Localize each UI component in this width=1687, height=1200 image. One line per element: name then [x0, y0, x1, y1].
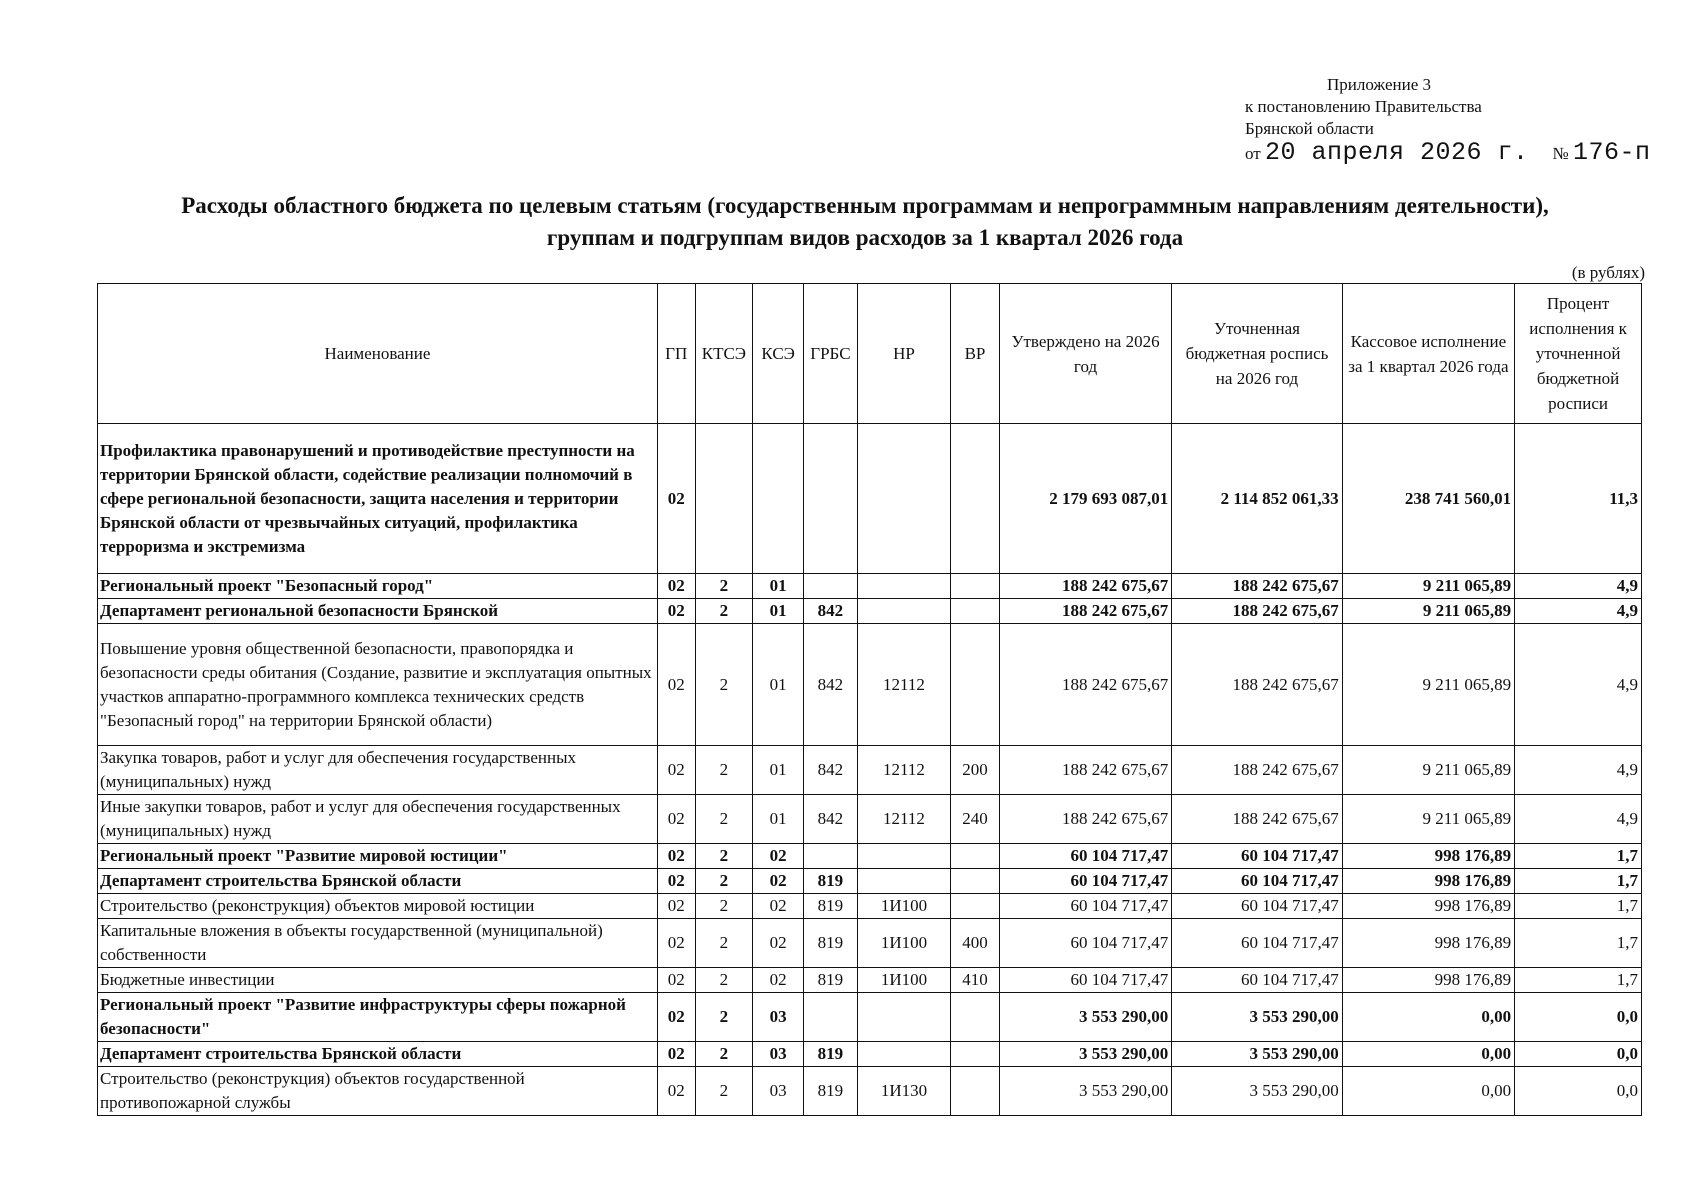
header-vr: ВР	[951, 284, 1000, 424]
table-row	[98, 574, 1642, 599]
from-label: от	[1245, 144, 1261, 163]
table-row	[98, 599, 1642, 624]
row-grbs	[804, 844, 858, 869]
row-approved: 188 242 675,67	[999, 795, 1171, 844]
appendix-region: Брянской области	[1245, 119, 1374, 138]
row-percent: 0,0	[1515, 1067, 1642, 1116]
row-gp: 02	[657, 968, 695, 993]
row-percent: 0,0	[1515, 1042, 1642, 1067]
row-cash: 0,00	[1342, 993, 1514, 1042]
row-ktse: 2	[695, 746, 753, 795]
row-nr: 12112	[857, 795, 950, 844]
row-refined: 60 104 717,47	[1172, 844, 1342, 869]
row-name: Департамент строительства Брянской области	[98, 869, 658, 894]
row-approved: 3 553 290,00	[999, 1042, 1171, 1067]
row-approved: 60 104 717,47	[999, 919, 1171, 968]
row-vr	[951, 993, 1000, 1042]
row-gp: 02	[657, 746, 695, 795]
row-cash: 998 176,89	[1342, 894, 1514, 919]
row-name: Бюджетные инвестиции	[98, 968, 658, 993]
row-ktse: 2	[695, 894, 753, 919]
row-ktse: 2	[695, 1042, 753, 1067]
row-kse: 01	[753, 624, 804, 746]
row-kse: 01	[753, 795, 804, 844]
row-approved: 60 104 717,47	[999, 844, 1171, 869]
table-row	[98, 894, 1642, 919]
row-vr	[951, 1042, 1000, 1067]
row-kse	[753, 424, 804, 574]
row-nr	[857, 599, 950, 624]
row-cash: 238 741 560,01	[1342, 424, 1514, 574]
row-vr	[951, 894, 1000, 919]
appendix-number: Приложение 3	[1327, 75, 1431, 94]
row-percent: 0,0	[1515, 993, 1642, 1042]
row-refined: 188 242 675,67	[1172, 746, 1342, 795]
header-grbs: ГРБС	[804, 284, 858, 424]
table-row	[98, 624, 1642, 746]
row-grbs: 842	[804, 599, 858, 624]
row-percent: 4,9	[1515, 574, 1642, 599]
row-gp: 02	[657, 993, 695, 1042]
row-nr	[857, 844, 950, 869]
row-kse: 01	[753, 746, 804, 795]
row-cash: 9 211 065,89	[1342, 624, 1514, 746]
row-ktse: 2	[695, 599, 753, 624]
row-nr	[857, 574, 950, 599]
row-approved: 188 242 675,67	[999, 599, 1171, 624]
row-vr	[951, 869, 1000, 894]
header-name: Наименование	[98, 284, 658, 424]
row-nr	[857, 993, 950, 1042]
row-name: Профилактика правонарушений и противодействие преступности на территории Брянской области, содействие реализации полномочий в сфере региональной безопасности, защита населения и территории Брянской области от чрезвычайных ситуаций, профилактика терроризма и экстремизма	[98, 424, 658, 574]
row-kse: 03	[753, 993, 804, 1042]
table-header-row	[98, 284, 1642, 424]
row-percent: 4,9	[1515, 795, 1642, 844]
row-gp: 02	[657, 795, 695, 844]
row-grbs: 819	[804, 919, 858, 968]
row-ktse: 2	[695, 844, 753, 869]
row-refined: 60 104 717,47	[1172, 869, 1342, 894]
row-cash: 998 176,89	[1342, 869, 1514, 894]
row-grbs	[804, 424, 858, 574]
row-percent: 1,7	[1515, 919, 1642, 968]
row-grbs: 819	[804, 894, 858, 919]
row-vr: 410	[951, 968, 1000, 993]
table-row	[98, 844, 1642, 869]
row-approved: 188 242 675,67	[999, 746, 1171, 795]
table-row	[98, 869, 1642, 894]
table-row	[98, 424, 1642, 574]
row-gp: 02	[657, 1067, 695, 1116]
title-line-1: Расходы областного бюджета по целевым статьям (государственным программам и непрограммным направлениям деятельности),	[181, 193, 1549, 218]
header-cash: Кассовое исполнение за 1 квартал 2026 года	[1342, 284, 1514, 424]
row-kse: 03	[753, 1042, 804, 1067]
row-name: Строительство (реконструкция) объектов мировой юстиции	[98, 894, 658, 919]
row-ktse: 2	[695, 574, 753, 599]
header-percent: Процент исполнения к уточненной бюджетной росписи	[1515, 284, 1642, 424]
header-kse: КСЭ	[753, 284, 804, 424]
row-approved: 2 179 693 087,01	[999, 424, 1171, 574]
row-gp: 02	[657, 424, 695, 574]
header-nr: НР	[857, 284, 950, 424]
number-label: №	[1552, 144, 1569, 163]
resolution-date: 20 апреля 2026 г.	[1264, 138, 1529, 167]
table-row	[98, 919, 1642, 968]
row-cash: 9 211 065,89	[1342, 599, 1514, 624]
row-refined: 188 242 675,67	[1172, 599, 1342, 624]
row-name: Иные закупки товаров, работ и услуг для обеспечения государственных (муниципальных) нужд	[98, 795, 658, 844]
row-kse: 03	[753, 1067, 804, 1116]
row-name: Региональный проект "Безопасный город"	[98, 574, 658, 599]
row-refined: 188 242 675,67	[1172, 574, 1342, 599]
row-nr: 1И100	[857, 968, 950, 993]
row-percent: 4,9	[1515, 624, 1642, 746]
row-cash: 9 211 065,89	[1342, 795, 1514, 844]
row-nr	[857, 869, 950, 894]
row-nr	[857, 424, 950, 574]
table-row	[98, 1067, 1642, 1116]
row-percent: 4,9	[1515, 599, 1642, 624]
row-name: Строительство (реконструкция) объектов государственной противопожарной службы	[98, 1067, 658, 1116]
row-name: Повышение уровня общественной безопасности, правопорядка и безопасности среды обитания (Создание, развитие и эксплуатация опытных участков аппаратно-программного комплекса технических средств "Безопасный город" на территории Брянской области)	[98, 624, 658, 746]
row-percent: 1,7	[1515, 844, 1642, 869]
row-cash: 9 211 065,89	[1342, 574, 1514, 599]
expenses-table	[97, 283, 1642, 1116]
header-refined: Уточненная бюджетная роспись на 2026 год	[1172, 284, 1342, 424]
row-gp: 02	[657, 574, 695, 599]
row-percent: 11,3	[1515, 424, 1642, 574]
row-cash: 998 176,89	[1342, 844, 1514, 869]
appendix-date-line	[1245, 138, 1651, 167]
row-name: Закупка товаров, работ и услуг для обеспечения государственных (муниципальных) нужд	[98, 746, 658, 795]
row-kse: 01	[753, 574, 804, 599]
row-ktse: 2	[695, 1067, 753, 1116]
row-cash: 9 211 065,89	[1342, 746, 1514, 795]
row-name: Региональный проект "Развитие мировой юстиции"	[98, 844, 658, 869]
row-approved: 60 104 717,47	[999, 968, 1171, 993]
row-grbs: 842	[804, 795, 858, 844]
table-row	[98, 746, 1642, 795]
row-name: Капитальные вложения в объекты государственной (муниципальной) собственности	[98, 919, 658, 968]
row-percent: 1,7	[1515, 968, 1642, 993]
row-vr	[951, 599, 1000, 624]
row-gp: 02	[657, 844, 695, 869]
row-vr: 400	[951, 919, 1000, 968]
table-row	[98, 1042, 1642, 1067]
row-gp: 02	[657, 599, 695, 624]
row-vr	[951, 844, 1000, 869]
row-percent: 1,7	[1515, 894, 1642, 919]
row-refined: 188 242 675,67	[1172, 795, 1342, 844]
row-grbs: 819	[804, 968, 858, 993]
row-name: Департамент региональной безопасности Брянской	[98, 599, 658, 624]
row-gp: 02	[657, 894, 695, 919]
row-kse: 02	[753, 894, 804, 919]
row-refined: 188 242 675,67	[1172, 624, 1342, 746]
row-percent: 4,9	[1515, 746, 1642, 795]
row-grbs	[804, 993, 858, 1042]
row-refined: 3 553 290,00	[1172, 1042, 1342, 1067]
row-cash: 0,00	[1342, 1067, 1514, 1116]
row-refined: 60 104 717,47	[1172, 919, 1342, 968]
row-ktse: 2	[695, 795, 753, 844]
row-vr: 240	[951, 795, 1000, 844]
row-kse: 01	[753, 599, 804, 624]
row-vr	[951, 424, 1000, 574]
header-ktse: КТСЭ	[695, 284, 753, 424]
appendix-block	[1245, 74, 1651, 165]
row-gp: 02	[657, 869, 695, 894]
page-title	[90, 190, 1640, 254]
row-percent: 1,7	[1515, 869, 1642, 894]
row-cash: 998 176,89	[1342, 968, 1514, 993]
row-kse: 02	[753, 919, 804, 968]
header-approved: Утверждено на 2026 год	[999, 284, 1171, 424]
header-gp: ГП	[657, 284, 695, 424]
row-vr	[951, 1067, 1000, 1116]
row-grbs: 819	[804, 1042, 858, 1067]
row-kse: 02	[753, 869, 804, 894]
row-ktse	[695, 424, 753, 574]
row-approved: 3 553 290,00	[999, 1067, 1171, 1116]
row-cash: 998 176,89	[1342, 919, 1514, 968]
row-grbs: 842	[804, 746, 858, 795]
row-name: Департамент строительства Брянской области	[98, 1042, 658, 1067]
row-grbs	[804, 574, 858, 599]
row-approved: 188 242 675,67	[999, 624, 1171, 746]
resolution-number: 176-п	[1573, 138, 1651, 167]
row-ktse: 2	[695, 869, 753, 894]
row-nr: 1И100	[857, 894, 950, 919]
row-nr: 12112	[857, 624, 950, 746]
row-gp: 02	[657, 919, 695, 968]
row-gp: 02	[657, 1042, 695, 1067]
row-vr	[951, 574, 1000, 599]
units-label: (в рублях)	[1571, 263, 1645, 282]
row-gp: 02	[657, 624, 695, 746]
row-nr	[857, 1042, 950, 1067]
row-nr: 1И130	[857, 1067, 950, 1116]
row-refined: 60 104 717,47	[1172, 894, 1342, 919]
row-refined: 60 104 717,47	[1172, 968, 1342, 993]
row-name: Региональный проект "Развитие инфраструктуры сферы пожарной безопасности"	[98, 993, 658, 1042]
row-nr: 12112	[857, 746, 950, 795]
row-refined: 3 553 290,00	[1172, 993, 1342, 1042]
row-kse: 02	[753, 968, 804, 993]
row-nr: 1И100	[857, 919, 950, 968]
row-cash: 0,00	[1342, 1042, 1514, 1067]
row-grbs: 819	[804, 1067, 858, 1116]
row-refined: 3 553 290,00	[1172, 1067, 1342, 1116]
row-vr: 200	[951, 746, 1000, 795]
row-grbs: 819	[804, 869, 858, 894]
row-ktse: 2	[695, 624, 753, 746]
row-approved: 3 553 290,00	[999, 993, 1171, 1042]
table-row	[98, 795, 1642, 844]
row-ktse: 2	[695, 968, 753, 993]
row-ktse: 2	[695, 993, 753, 1042]
row-ktse: 2	[695, 919, 753, 968]
row-refined: 2 114 852 061,33	[1172, 424, 1342, 574]
table-row	[98, 968, 1642, 993]
row-vr	[951, 624, 1000, 746]
row-approved: 60 104 717,47	[999, 894, 1171, 919]
row-approved: 188 242 675,67	[999, 574, 1171, 599]
row-kse: 02	[753, 844, 804, 869]
row-approved: 60 104 717,47	[999, 869, 1171, 894]
row-grbs: 842	[804, 624, 858, 746]
appendix-resolution: к постановлению Правительства	[1245, 97, 1482, 116]
title-line-2: группам и подгруппам видов расходов за 1 квартал 2026 года	[546, 225, 1184, 250]
table-row	[98, 993, 1642, 1042]
